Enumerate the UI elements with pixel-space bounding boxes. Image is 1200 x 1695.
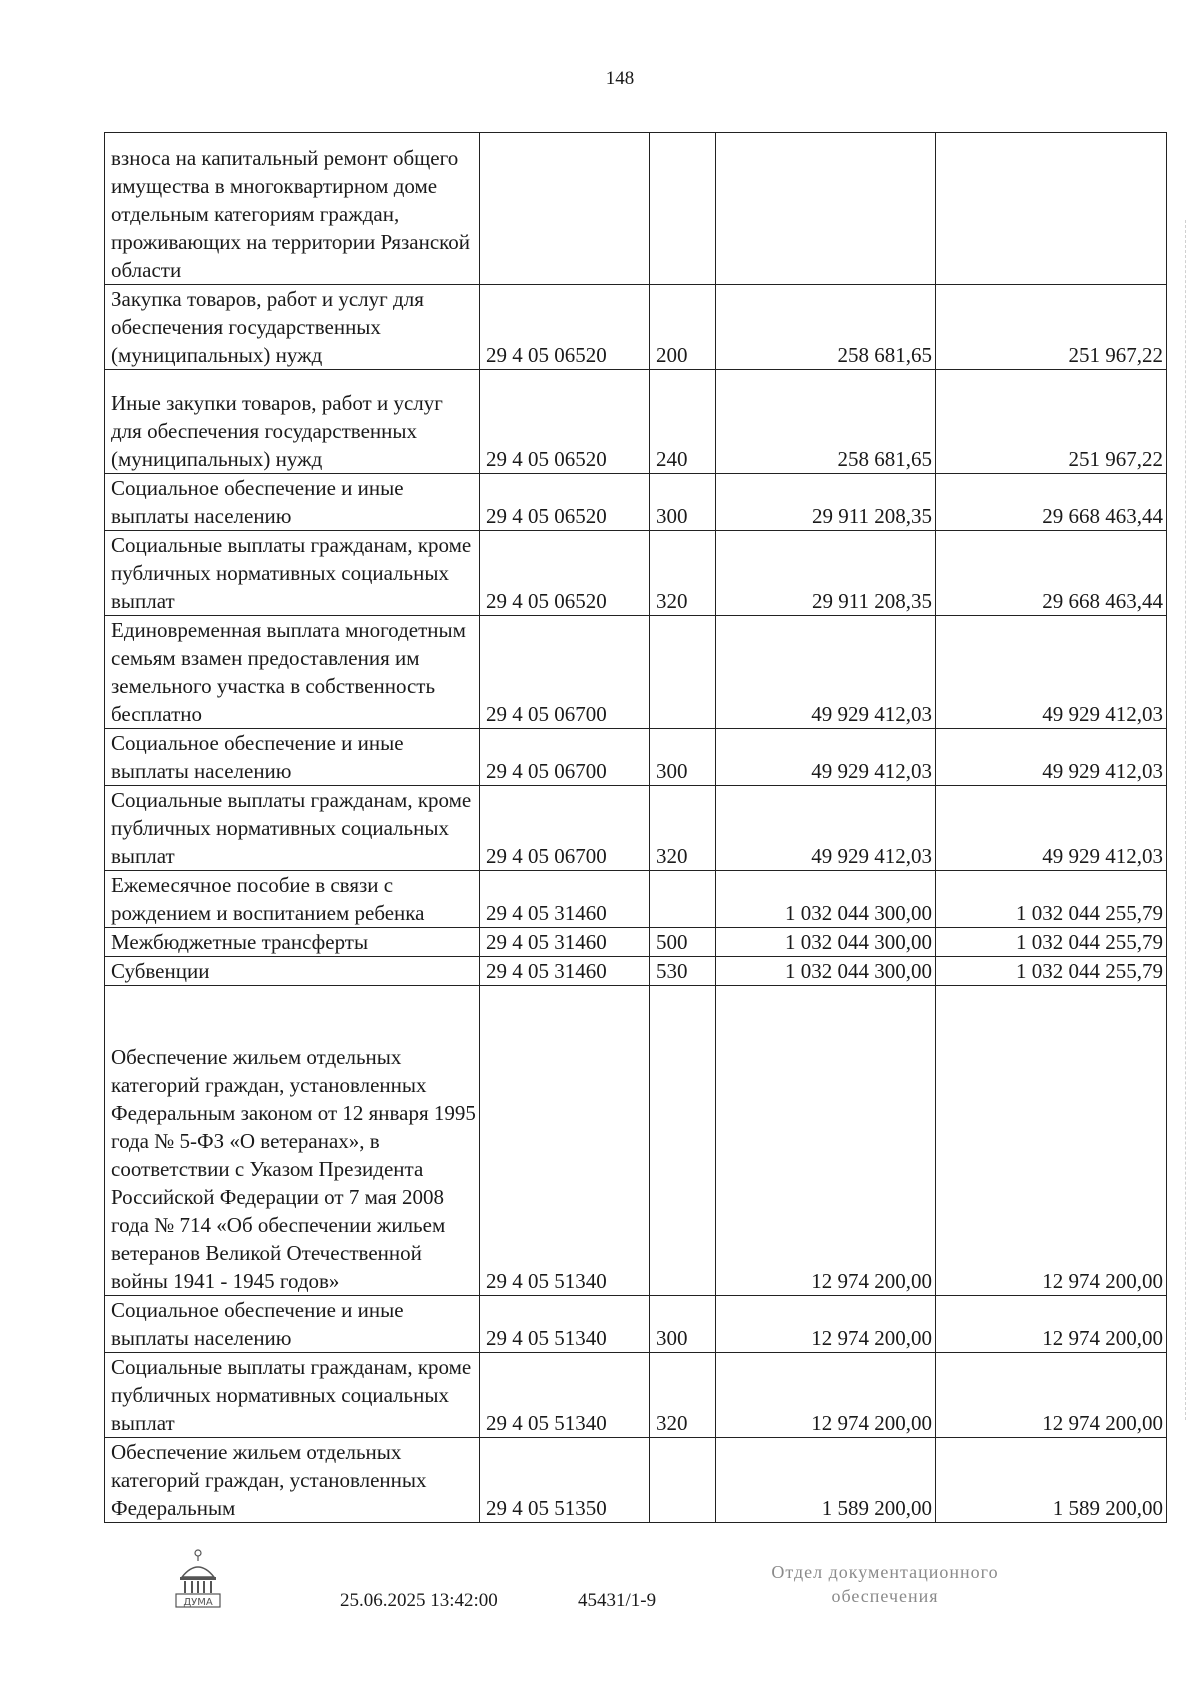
row-description: Социальные выплаты гражданам, кроме публичных нормативных социальных выплат bbox=[105, 786, 480, 871]
duma-logo-icon bbox=[170, 1547, 226, 1611]
row-code: 29 4 05 06700 bbox=[480, 729, 650, 786]
row-code: 29 4 05 06700 bbox=[480, 616, 650, 729]
row-value-actual: 49 929 412,03 bbox=[936, 729, 1167, 786]
row-value-actual: 12 974 200,00 bbox=[936, 986, 1167, 1296]
row-expense-type: 320 bbox=[650, 786, 716, 871]
row-code: 29 4 05 31460 bbox=[480, 871, 650, 928]
row-expense-type: 320 bbox=[650, 531, 716, 616]
row-expense-type: 300 bbox=[650, 1296, 716, 1353]
row-description: Ежемесячное пособие в связи с рождением и воспитанием ребенка bbox=[105, 871, 480, 928]
table-row bbox=[105, 1296, 1167, 1353]
row-description: взноса на капитальный ремонт общего имущества в многоквартирном доме отдельным категориям граждан, проживающих на территории Рязанской области bbox=[105, 133, 480, 285]
row-value-plan: 1 032 044 300,00 bbox=[716, 928, 936, 957]
row-description: Социальные выплаты гражданам, кроме публичных нормативных социальных выплат bbox=[105, 1353, 480, 1438]
row-value-plan: 1 589 200,00 bbox=[716, 1438, 936, 1523]
table-row bbox=[105, 871, 1167, 928]
row-expense-type: 300 bbox=[650, 474, 716, 531]
table-row bbox=[105, 928, 1167, 957]
row-expense-type bbox=[650, 986, 716, 1296]
row-value-actual: 1 032 044 255,79 bbox=[936, 928, 1167, 957]
row-expense-type: 320 bbox=[650, 1353, 716, 1438]
row-code: 29 4 05 51350 bbox=[480, 1438, 650, 1523]
row-description: Обеспечение жильем отдельных категорий граждан, установленных Федеральным законом от 12 января 1995 года № 5-ФЗ «О ветеранах», в соответствии с Указом Президента Российской Федерации от 7 мая 2008 года № 714 «Об обеспечении жильем ветеранов Великой Отечественной войны 1941 - 1945 годов» bbox=[105, 986, 480, 1296]
row-code: 29 4 05 06520 bbox=[480, 531, 650, 616]
row-expense-type bbox=[650, 871, 716, 928]
row-description: Социальное обеспечение и иные выплаты населению bbox=[105, 474, 480, 531]
row-value-actual bbox=[936, 133, 1167, 285]
row-description: Социальные выплаты гражданам, кроме публичных нормативных социальных выплат bbox=[105, 531, 480, 616]
row-code: 29 4 05 06520 bbox=[480, 370, 650, 474]
table-row bbox=[105, 616, 1167, 729]
row-value-plan: 29 911 208,35 bbox=[716, 474, 936, 531]
row-value-actual: 49 929 412,03 bbox=[936, 616, 1167, 729]
row-value-plan: 258 681,65 bbox=[716, 285, 936, 370]
row-value-plan: 49 929 412,03 bbox=[716, 729, 936, 786]
row-value-plan bbox=[716, 133, 936, 285]
row-value-plan: 1 032 044 300,00 bbox=[716, 871, 936, 928]
row-code: 29 4 05 51340 bbox=[480, 986, 650, 1296]
table-row bbox=[105, 729, 1167, 786]
row-code: 29 4 05 31460 bbox=[480, 957, 650, 986]
table-row bbox=[105, 474, 1167, 531]
table-row bbox=[105, 1353, 1167, 1438]
table-row bbox=[105, 786, 1167, 871]
row-code: 29 4 05 06700 bbox=[480, 786, 650, 871]
row-code bbox=[480, 133, 650, 285]
table-row bbox=[105, 957, 1167, 986]
row-description: Межбюджетные трансферты bbox=[105, 928, 480, 957]
row-description: Закупка товаров, работ и услуг для обеспечения государственных (муниципальных) нужд bbox=[105, 285, 480, 370]
row-value-plan: 258 681,65 bbox=[716, 370, 936, 474]
row-description: Субвенции bbox=[105, 957, 480, 986]
row-expense-type: 300 bbox=[650, 729, 716, 786]
row-expense-type: 240 bbox=[650, 370, 716, 474]
scan-edge-artifact bbox=[1184, 220, 1186, 1420]
row-expense-type bbox=[650, 616, 716, 729]
row-value-actual: 251 967,22 bbox=[936, 285, 1167, 370]
row-value-actual: 12 974 200,00 bbox=[936, 1353, 1167, 1438]
row-code: 29 4 05 31460 bbox=[480, 928, 650, 957]
row-code: 29 4 05 06520 bbox=[480, 285, 650, 370]
footer-doc-number: 45431/1-9 bbox=[578, 1590, 657, 1611]
row-value-actual: 49 929 412,03 bbox=[936, 786, 1167, 871]
row-value-actual: 1 589 200,00 bbox=[936, 1438, 1167, 1523]
budget-table bbox=[104, 132, 1167, 1523]
row-value-actual: 1 032 044 255,79 bbox=[936, 871, 1167, 928]
table-row bbox=[105, 1438, 1167, 1523]
row-code: 29 4 05 51340 bbox=[480, 1353, 650, 1438]
row-expense-type bbox=[650, 1438, 716, 1523]
row-description: Обеспечение жильем отдельных категорий граждан, установленных Федеральным bbox=[105, 1438, 480, 1523]
row-code: 29 4 05 51340 bbox=[480, 1296, 650, 1353]
logo-text: ДУМА bbox=[183, 1597, 213, 1608]
stamp-line-1: Отдел документационного bbox=[771, 1562, 999, 1582]
row-value-plan: 29 911 208,35 bbox=[716, 531, 936, 616]
row-expense-type: 200 bbox=[650, 285, 716, 370]
row-value-actual: 251 967,22 bbox=[936, 370, 1167, 474]
table-row bbox=[105, 986, 1167, 1296]
footer-datetime: 25.06.2025 13:42:00 bbox=[340, 1590, 498, 1611]
table-row bbox=[105, 285, 1167, 370]
row-description: Иные закупки товаров, работ и услуг для обеспечения государственных (муниципальных) нужд bbox=[105, 370, 480, 474]
row-expense-type: 530 bbox=[650, 957, 716, 986]
table-row bbox=[105, 133, 1167, 285]
row-value-actual: 29 668 463,44 bbox=[936, 531, 1167, 616]
row-description: Социальное обеспечение и иные выплаты населению bbox=[105, 729, 480, 786]
row-value-plan: 12 974 200,00 bbox=[716, 1296, 936, 1353]
row-value-plan: 1 032 044 300,00 bbox=[716, 957, 936, 986]
row-description: Социальное обеспечение и иные выплаты населению bbox=[105, 1296, 480, 1353]
row-value-actual: 29 668 463,44 bbox=[936, 474, 1167, 531]
row-value-actual: 1 032 044 255,79 bbox=[936, 957, 1167, 986]
row-expense-type bbox=[650, 133, 716, 285]
table-row bbox=[105, 370, 1167, 474]
table-row bbox=[105, 531, 1167, 616]
page-number: 148 bbox=[605, 68, 635, 89]
row-value-actual: 12 974 200,00 bbox=[936, 1296, 1167, 1353]
row-value-plan: 49 929 412,03 bbox=[716, 786, 936, 871]
row-value-plan: 49 929 412,03 bbox=[716, 616, 936, 729]
stamp-line-2: обеспечения bbox=[831, 1586, 939, 1606]
row-expense-type: 500 bbox=[650, 928, 716, 957]
row-value-plan: 12 974 200,00 bbox=[716, 986, 936, 1296]
department-stamp bbox=[740, 1560, 1030, 1608]
row-value-plan: 12 974 200,00 bbox=[716, 1353, 936, 1438]
row-description: Единовременная выплата многодетным семьям взамен предоставления им земельного участка в собственность бесплатно bbox=[105, 616, 480, 729]
row-code: 29 4 05 06520 bbox=[480, 474, 650, 531]
